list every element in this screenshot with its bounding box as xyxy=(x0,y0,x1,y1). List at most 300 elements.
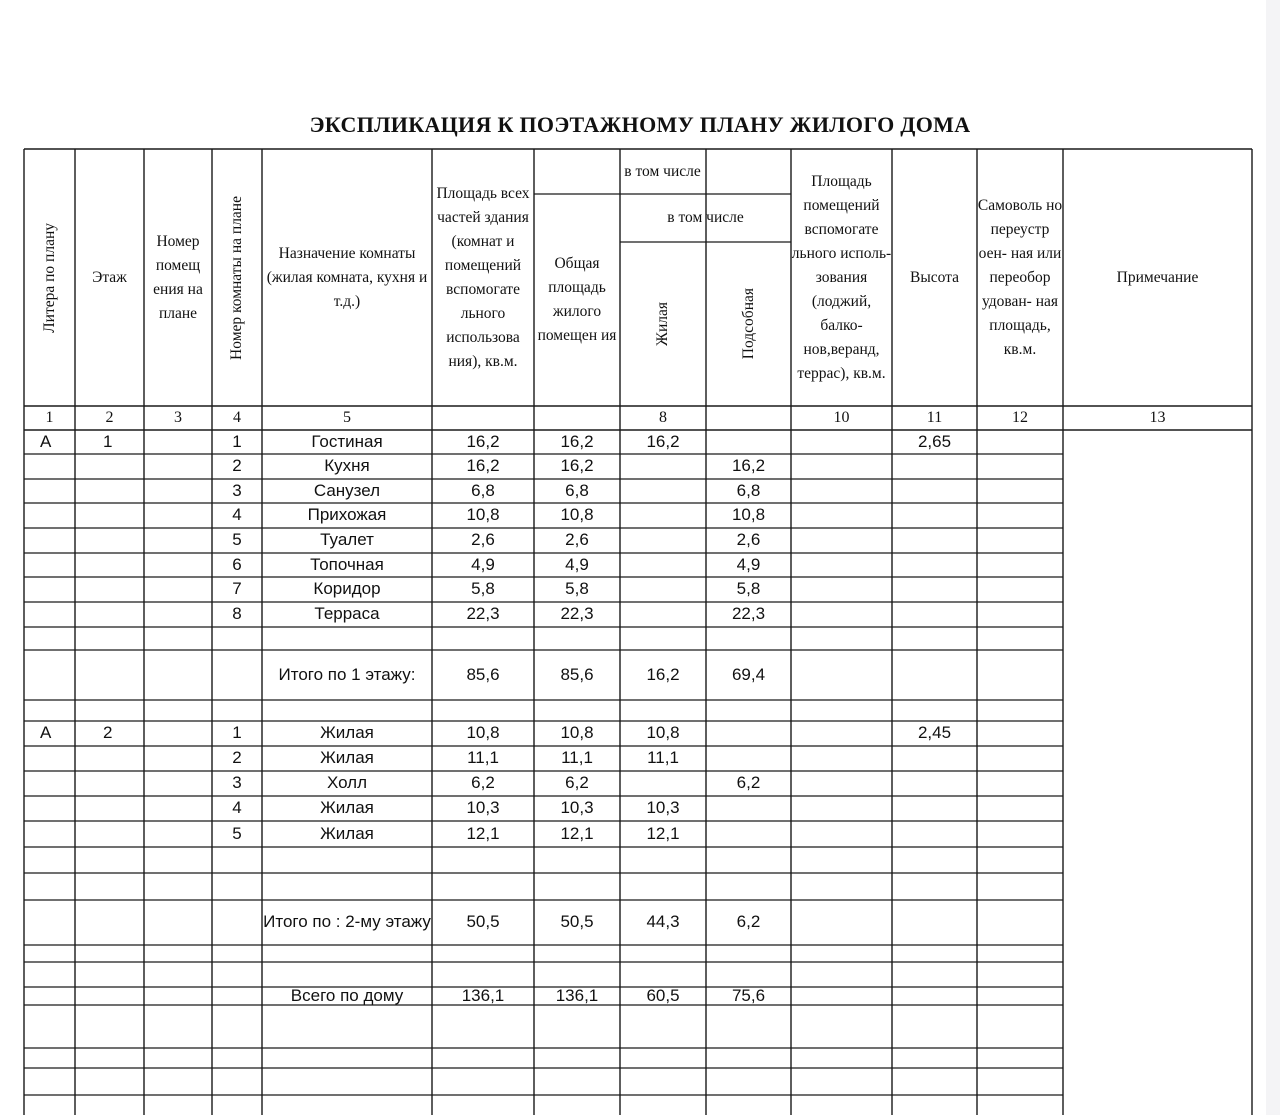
table-cell xyxy=(791,577,892,602)
table-cell xyxy=(892,746,977,771)
table-cell xyxy=(706,528,791,553)
table-cell xyxy=(24,987,75,1005)
header-auxiliary-text: Подсобная xyxy=(739,288,757,360)
table-cell xyxy=(534,962,620,987)
table-cell xyxy=(791,1005,892,1048)
table-cell-text: 12,1 xyxy=(646,823,680,843)
table-cell-text: 2 xyxy=(103,723,113,743)
table-cell xyxy=(534,1005,620,1048)
table-cell xyxy=(262,771,432,796)
table-cell-text: 10,3 xyxy=(466,798,500,818)
table-cell xyxy=(432,821,534,847)
table-cell xyxy=(791,796,892,821)
table-cell-text: 12,1 xyxy=(560,823,594,843)
table-cell xyxy=(977,987,1063,1005)
column-number xyxy=(620,406,706,430)
table-cell xyxy=(212,528,262,553)
table-cell xyxy=(620,796,706,821)
table-cell xyxy=(144,650,212,700)
table-cell-text: 10,3 xyxy=(560,798,594,818)
table-cell-text: 4 xyxy=(232,505,242,525)
table-cell xyxy=(706,900,791,945)
header-group-including-2 xyxy=(620,194,791,242)
table-cell-text: 22,3 xyxy=(731,604,766,624)
table-cell-text: Жилая xyxy=(320,823,374,843)
table-cell-text: 1 xyxy=(103,431,113,451)
table-cell xyxy=(620,1068,706,1095)
table-cell-text: 2,45 xyxy=(917,723,952,743)
table-cell-text: 136,1 xyxy=(461,987,505,1005)
table-cell xyxy=(24,847,75,873)
table-cell-text: Санузел xyxy=(313,480,381,500)
table-cell xyxy=(620,650,706,700)
table-cell-text: Топочная xyxy=(310,554,384,574)
header-group-including-2-text: в том числе xyxy=(667,209,744,226)
table-cell xyxy=(620,771,706,796)
table-cell xyxy=(432,900,534,945)
table-cell-text: 6,2 xyxy=(736,773,761,793)
table-cell-text: 11,1 xyxy=(647,748,679,768)
table-cell xyxy=(534,1048,620,1068)
column-number xyxy=(534,406,620,430)
table-cell xyxy=(534,796,620,821)
table-cell xyxy=(262,987,432,1005)
table-cell xyxy=(212,771,262,796)
table-cell-text: 6 xyxy=(232,554,242,574)
table-cell xyxy=(432,700,534,721)
table-cell xyxy=(892,454,977,479)
table-cell-text: 2,6 xyxy=(736,530,761,550)
table-cell-text: Терраса xyxy=(314,604,380,624)
table-cell-text: 16,2 xyxy=(560,456,594,476)
table-cell xyxy=(144,700,212,721)
table-cell-text: 6,8 xyxy=(565,480,589,500)
table-cell xyxy=(144,796,212,821)
table-cell xyxy=(24,602,75,627)
table-cell xyxy=(534,553,620,577)
table-cell xyxy=(262,721,432,746)
table-cell-text: 2,6 xyxy=(471,530,495,550)
table-cell xyxy=(534,430,620,454)
table-cell-text: 22,3 xyxy=(560,604,594,624)
table-cell xyxy=(534,873,620,900)
table-cell xyxy=(620,962,706,987)
header-unauthorized xyxy=(977,149,1063,406)
table-cell xyxy=(706,847,791,873)
table-cell-text: 69,4 xyxy=(731,664,766,684)
table-cell xyxy=(212,700,262,721)
table-cell xyxy=(262,602,432,627)
table-cell xyxy=(892,430,977,454)
document-title: ЭКСПЛИКАЦИЯ К ПОЭТАЖНОМУ ПЛАНУ ЖИЛОГО ДОМА xyxy=(309,112,971,137)
table-cell xyxy=(534,627,620,650)
column-number-text: 3 xyxy=(174,409,182,427)
table-cell xyxy=(534,987,620,1005)
table-cell xyxy=(706,553,791,577)
table-cell xyxy=(212,430,262,454)
header-living-text: Жилая xyxy=(654,302,671,346)
table-cell xyxy=(144,577,212,602)
table-cell-text: 16,2 xyxy=(466,431,500,451)
table-cell-text: 16,2 xyxy=(466,456,500,476)
table-cell-text: 4,9 xyxy=(565,554,589,574)
table-cell xyxy=(977,721,1063,746)
table-cell xyxy=(534,847,620,873)
table-cell-text: 10,8 xyxy=(560,505,594,525)
table-cell xyxy=(977,1005,1063,1048)
table-cell xyxy=(791,771,892,796)
table-cell xyxy=(977,746,1063,771)
column-number-text: 5 xyxy=(343,409,351,427)
table-cell xyxy=(791,553,892,577)
table-cell xyxy=(24,503,75,528)
table-cell xyxy=(892,771,977,796)
column-number xyxy=(977,406,1063,430)
table-cell xyxy=(144,1048,212,1068)
table-cell-text: 6,2 xyxy=(736,912,761,932)
table-cell-text: Гостиная xyxy=(311,431,383,451)
table-cell xyxy=(620,987,706,1005)
table-cell-text: Жилая xyxy=(320,748,374,768)
table-cell-text: 10,8 xyxy=(466,505,500,525)
table-cell xyxy=(706,430,791,454)
table-cell-text: 6,2 xyxy=(471,773,495,793)
table-cell xyxy=(977,821,1063,847)
header-height xyxy=(892,149,977,406)
column-number xyxy=(24,406,75,430)
table-cell xyxy=(24,746,75,771)
table-cell xyxy=(706,479,791,503)
header-plan-room-number xyxy=(212,149,262,406)
scan-edge xyxy=(1266,0,1280,1115)
header-litera xyxy=(24,149,75,406)
table-cell xyxy=(432,1005,534,1048)
table-cell xyxy=(262,900,432,945)
header-note-text: Примечание xyxy=(1116,268,1199,286)
table-cell xyxy=(534,577,620,602)
column-number xyxy=(706,406,791,430)
table-cell xyxy=(791,987,892,1005)
table-cell xyxy=(75,1048,144,1068)
table-cell xyxy=(791,1068,892,1095)
table-cell xyxy=(977,553,1063,577)
table-cell xyxy=(892,650,977,700)
table-cell xyxy=(977,700,1063,721)
table-cell xyxy=(706,771,791,796)
table-cell xyxy=(432,796,534,821)
table-cell xyxy=(620,1005,706,1048)
table-cell xyxy=(620,528,706,553)
table-cell-text: 16,2 xyxy=(646,431,680,451)
table-cell-text: 85,6 xyxy=(466,664,500,684)
table-cell xyxy=(432,945,534,962)
table-cell xyxy=(977,962,1063,987)
table-cell xyxy=(75,962,144,987)
table-cell xyxy=(212,1048,262,1068)
header-living-unit-area-text: Общая площадь жилого помещен ия xyxy=(537,255,617,344)
table-cell xyxy=(144,847,212,873)
table-cell xyxy=(892,627,977,650)
table-cell xyxy=(24,771,75,796)
table-cell xyxy=(212,746,262,771)
table-cell xyxy=(75,771,144,796)
table-cell xyxy=(262,553,432,577)
table-cell xyxy=(212,627,262,650)
table-cell xyxy=(75,650,144,700)
header-auxiliary-area xyxy=(791,149,892,406)
table-cell xyxy=(534,1068,620,1095)
table-cell xyxy=(791,962,892,987)
table-cell xyxy=(706,796,791,821)
table-cell xyxy=(75,746,144,771)
column-number-text: 4 xyxy=(233,409,241,427)
table-cell xyxy=(534,528,620,553)
table-cell xyxy=(620,873,706,900)
table-cell xyxy=(24,1068,75,1095)
table-cell xyxy=(212,479,262,503)
table-cell xyxy=(75,987,144,1005)
table-cell xyxy=(262,577,432,602)
table-cell-text: 6,2 xyxy=(565,773,589,793)
table-cell xyxy=(791,945,892,962)
table-cell-text: Жилая xyxy=(320,723,374,743)
column-number-text: 12 xyxy=(1012,409,1028,427)
table-cell-text: 5,8 xyxy=(471,579,495,599)
table-cell xyxy=(262,962,432,987)
table-cell xyxy=(977,847,1063,873)
table-cell xyxy=(262,1005,432,1048)
table-cell-text: 16,2 xyxy=(560,431,594,451)
table-cell-text: Кухня xyxy=(324,456,370,476)
header-auxiliary xyxy=(706,242,791,406)
table-cell xyxy=(212,602,262,627)
table-cell xyxy=(534,479,620,503)
table-cell xyxy=(706,746,791,771)
column-number xyxy=(262,406,432,430)
table-cell xyxy=(620,847,706,873)
table-cell xyxy=(212,1068,262,1095)
table-cell xyxy=(892,721,977,746)
table-cell xyxy=(144,900,212,945)
table-cell xyxy=(75,700,144,721)
table-cell xyxy=(24,650,75,700)
table-cell xyxy=(432,962,534,987)
table-cell xyxy=(75,945,144,962)
table-cell xyxy=(892,796,977,821)
table-cell-text: Итого по : 2-му этажу xyxy=(263,912,431,932)
table-cell xyxy=(24,627,75,650)
table-cell xyxy=(75,602,144,627)
table-cell xyxy=(534,900,620,945)
table-cell xyxy=(212,873,262,900)
table-cell-text: 50,5 xyxy=(560,912,594,932)
table-cell xyxy=(24,454,75,479)
table-cell xyxy=(212,796,262,821)
table-cell xyxy=(892,602,977,627)
table-cell xyxy=(144,721,212,746)
table-cell-text: 4,9 xyxy=(736,554,761,574)
table-cell xyxy=(892,479,977,503)
table-cell xyxy=(892,700,977,721)
table-cell-text: Жилая xyxy=(320,798,374,818)
table-cell-text: 1 xyxy=(232,431,242,451)
table-cell xyxy=(144,873,212,900)
table-cell xyxy=(534,503,620,528)
table-cell xyxy=(706,627,791,650)
table-cell-text: 5 xyxy=(232,823,242,843)
table-cell xyxy=(144,821,212,847)
table-cell-text: 5,8 xyxy=(736,579,761,599)
table-cell xyxy=(620,721,706,746)
table-cell xyxy=(75,454,144,479)
table-cell xyxy=(892,553,977,577)
table-cell xyxy=(432,430,534,454)
table-cell xyxy=(432,479,534,503)
table-cell xyxy=(620,430,706,454)
header-auxiliary-area-text: Площадь помещений вспомогате льного исполь- зования (лоджий, балко- нов,веранд, террас), кв.м. xyxy=(791,172,892,382)
table-cell xyxy=(24,796,75,821)
table-cell xyxy=(432,746,534,771)
table-cell xyxy=(977,873,1063,900)
table-cell-text: 16,2 xyxy=(731,456,766,476)
table-cell xyxy=(977,577,1063,602)
table-cell xyxy=(977,430,1063,454)
table-cell xyxy=(144,987,212,1005)
table-cell xyxy=(791,650,892,700)
table-cell xyxy=(75,553,144,577)
table-cell-text: 2,65 xyxy=(917,431,952,451)
table-cell xyxy=(144,746,212,771)
table-cell xyxy=(706,1068,791,1095)
header-total-area-text: Площадь всех частей здания (комнат и помещений вспомогате льного использова ния), кв.м. xyxy=(436,184,530,370)
table-cell-text: 16,2 xyxy=(646,664,680,684)
table-cell xyxy=(977,602,1063,627)
table-cell xyxy=(75,479,144,503)
table-cell xyxy=(791,430,892,454)
table-cell-text: Холл xyxy=(326,773,368,793)
table-cell xyxy=(706,700,791,721)
table-cell-text: 10,8 xyxy=(731,505,766,525)
header-total-area xyxy=(432,149,534,406)
table-cell-text: 50,5 xyxy=(466,912,500,932)
table-cell-text: 136,1 xyxy=(555,987,599,1005)
header-group-including-text: в том числе xyxy=(624,162,701,180)
table-cell xyxy=(24,553,75,577)
table-cell-text: 4,9 xyxy=(471,554,495,574)
table-cell xyxy=(977,900,1063,945)
table-cell-text: Туалет xyxy=(320,530,374,550)
table-cell xyxy=(620,553,706,577)
table-cell xyxy=(432,771,534,796)
table-cell xyxy=(534,771,620,796)
table-cell xyxy=(262,503,432,528)
table-cell xyxy=(791,721,892,746)
table-cell xyxy=(262,873,432,900)
table-cell xyxy=(892,577,977,602)
table-cell xyxy=(892,987,977,1005)
table-cell xyxy=(791,602,892,627)
table-cell xyxy=(24,1048,75,1068)
table-cell xyxy=(706,1048,791,1068)
table-cell xyxy=(534,746,620,771)
table-cell xyxy=(892,1005,977,1048)
table-cell-text: А xyxy=(40,723,52,743)
header-floor-text: Этаж xyxy=(92,268,127,286)
table-cell xyxy=(977,1068,1063,1095)
table-cell xyxy=(620,602,706,627)
table-cell xyxy=(262,847,432,873)
table-cell xyxy=(262,650,432,700)
table-cell xyxy=(212,721,262,746)
table-cell xyxy=(791,479,892,503)
table-cell xyxy=(977,796,1063,821)
table-cell xyxy=(706,987,791,1005)
table-cell xyxy=(75,900,144,945)
table-cell xyxy=(706,962,791,987)
table-cell xyxy=(534,454,620,479)
table-cell xyxy=(791,873,892,900)
table-cell xyxy=(432,721,534,746)
table-cell xyxy=(144,945,212,962)
header-floor xyxy=(75,149,144,406)
table-cell xyxy=(706,873,791,900)
table-cell xyxy=(144,602,212,627)
table-cell xyxy=(892,945,977,962)
table-cell-text: 5 xyxy=(232,530,242,550)
table-cell xyxy=(212,577,262,602)
table-cell xyxy=(24,873,75,900)
table-cell xyxy=(262,821,432,847)
table-cell xyxy=(144,503,212,528)
table-cell xyxy=(791,1048,892,1068)
header-plan-room-number-text: Номер комнаты на плане xyxy=(228,195,245,360)
table-cell xyxy=(144,454,212,479)
table-cell-text: 10,8 xyxy=(646,723,680,743)
table-cell-text: 6,8 xyxy=(736,480,761,500)
table-cell xyxy=(24,430,75,454)
table-cell xyxy=(262,627,432,650)
table-cell xyxy=(620,577,706,602)
table-cell xyxy=(24,945,75,962)
table-cell-text: 6,8 xyxy=(471,480,495,500)
table-cell-text: 8 xyxy=(232,604,242,624)
table-cell xyxy=(791,900,892,945)
table-cell xyxy=(620,627,706,650)
table-cell xyxy=(212,553,262,577)
table-cell xyxy=(534,945,620,962)
table-cell xyxy=(24,528,75,553)
table-cell-text: 2,6 xyxy=(565,530,589,550)
table-cell xyxy=(212,503,262,528)
table-cell xyxy=(212,987,262,1005)
header-purpose xyxy=(262,149,432,406)
table-cell xyxy=(24,821,75,847)
table-cell xyxy=(262,700,432,721)
table-cell xyxy=(706,721,791,746)
table-cell xyxy=(24,1005,75,1048)
table-cell-text: 4 xyxy=(232,798,242,818)
table-cell xyxy=(75,821,144,847)
header-note xyxy=(1063,149,1252,406)
table-cell xyxy=(75,1005,144,1048)
table-cell xyxy=(432,873,534,900)
table-cell xyxy=(75,503,144,528)
header-height-text: Высота xyxy=(909,268,960,286)
table-cell xyxy=(706,577,791,602)
table-cell-text: 1 xyxy=(232,723,242,743)
table-cell xyxy=(791,746,892,771)
table-cell xyxy=(144,430,212,454)
